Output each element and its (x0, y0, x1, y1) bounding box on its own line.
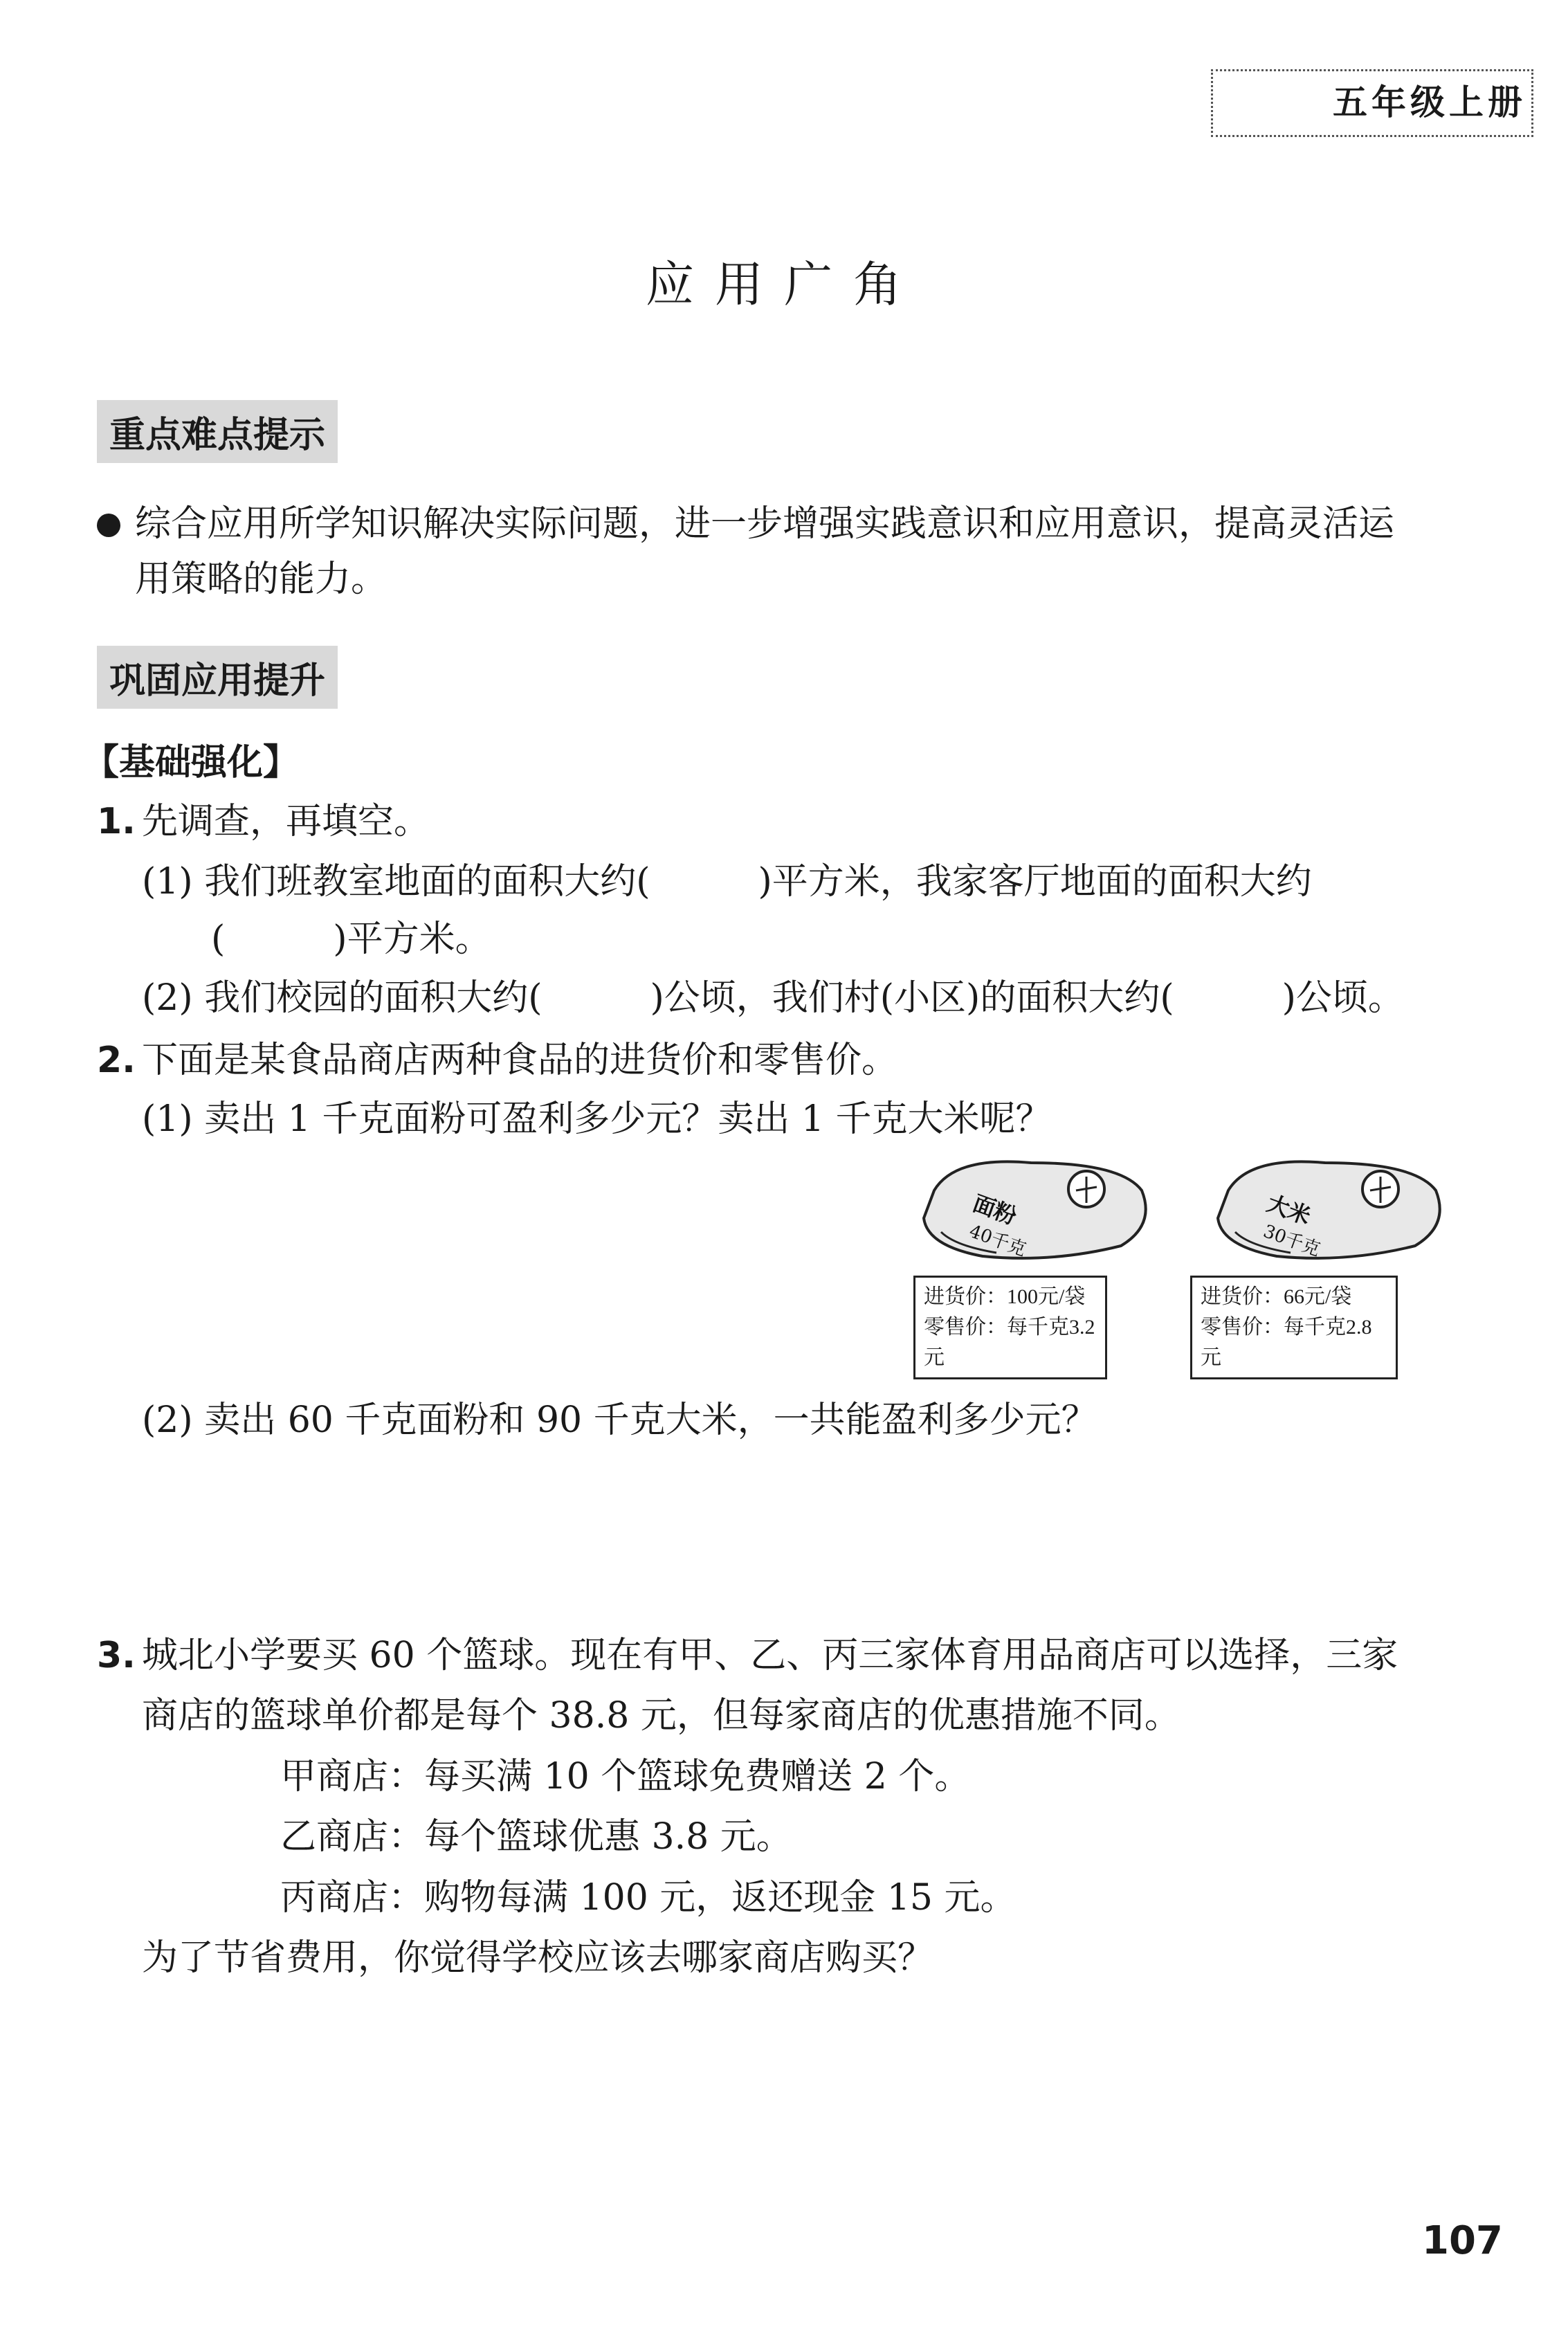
q3-number: 3. (97, 1635, 136, 1676)
q3-store-a: 甲商店：每买满 10 个篮球免费赠送 2 个。 (280, 1756, 971, 1797)
key-points-line-1: 综合应用所学知识解决实际问题，进一步增强实践意识和应用意识，提高灵活运 (135, 503, 1395, 545)
q2-part1: (1) 卖出 1 千克面粉可盈利多少元？卖出 1 千克大米呢？ (142, 1098, 1052, 1140)
q1-part2: (2) 我们校园的面积大约( )公顷，我们村(小区)的面积大约( )公顷。 (142, 977, 1404, 1019)
section-heading-practice: 巩固应用提升 (97, 646, 338, 709)
q3-line-1: 城北小学要买 60 个篮球。现在有甲、乙、丙三家体育用品商店可以选择，三家 (142, 1635, 1398, 1676)
rice-bag-name: 大米 (1263, 1190, 1315, 1230)
flour-retail-price: 零售价：每千克3.2元 (924, 1316, 1095, 1369)
rice-bag-weight: 30千克 (1260, 1221, 1323, 1261)
rice-price-card (1190, 1276, 1398, 1379)
flour-price-card (913, 1276, 1107, 1379)
q1-text: 先调查，再填空。 (142, 801, 430, 842)
rice-retail-price: 零售价：每千克2.8元 (1201, 1316, 1372, 1369)
key-points-line-2: 用策略的能力。 (135, 559, 388, 600)
q3-question: 为了节省费用，你觉得学校应该去哪家商店购买？ (142, 1937, 934, 1979)
q2-text: 下面是某食品商店两种食品的进货价和零售价。 (142, 1040, 898, 1081)
q3-store-b: 乙商店：每个篮球优惠 3.8 元。 (280, 1816, 792, 1858)
grade-label: 五年级上册 (1333, 82, 1526, 123)
q1-part1-line1: (1) 我们班教室地面的面积大约( )平方米，我家客厅地面的面积大约 (142, 861, 1312, 903)
flour-bag-illustration (913, 1149, 1163, 1267)
flour-bag-weight: 40千克 (966, 1221, 1029, 1261)
q3-line-2: 商店的篮球单价都是每个 38.8 元，但每家商店的优惠措施不同。 (142, 1695, 1180, 1737)
rice-cost-price: 进货价：66元/袋 (1201, 1285, 1352, 1308)
flour-cost-price: 进货价：100元/袋 (924, 1285, 1086, 1308)
q1-number: 1. (97, 801, 136, 842)
page-number: 107 (1422, 2218, 1503, 2263)
q2-number: 2. (97, 1040, 136, 1081)
rice-bag-illustration (1207, 1149, 1457, 1267)
q3-store-c: 丙商店：购物每满 100 元，返还现金 15 元。 (280, 1877, 1017, 1919)
q2-part2: (2) 卖出 60 千克面粉和 90 千克大米，一共能盈利多少元？ (142, 1399, 1097, 1441)
bullet-icon (97, 514, 120, 537)
section-heading-key-points: 重点难点提示 (97, 400, 338, 463)
subsection-heading: 【基础强化】 (83, 742, 300, 783)
flour-bag-name: 面粉 (969, 1190, 1021, 1230)
page-title: 应用广角 (646, 256, 922, 313)
q1-part1-line2: ( )平方米。 (211, 918, 491, 960)
